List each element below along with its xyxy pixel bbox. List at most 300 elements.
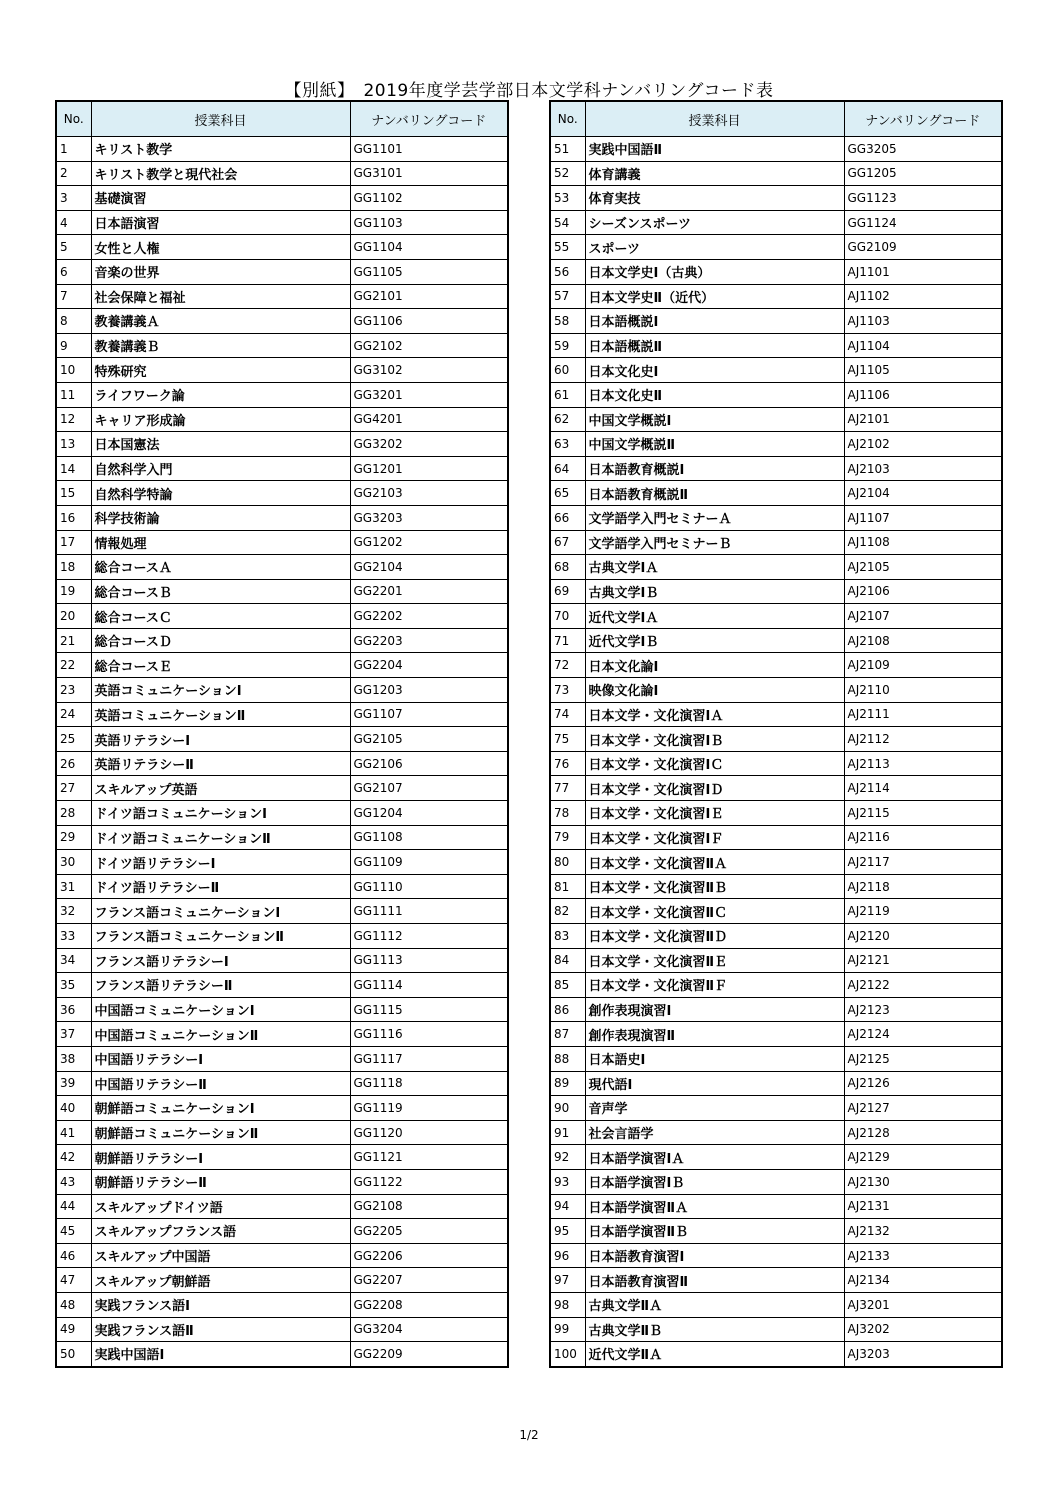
numbering-code: AJ1102 (844, 284, 1002, 309)
numbering-code: GG1120 (350, 1120, 508, 1145)
table-row (56, 1292, 508, 1317)
course-subject: フランス語コミュニケーションⅡ (91, 924, 350, 949)
row-number: 75 (550, 727, 585, 752)
table-row (550, 382, 1002, 407)
table-row (550, 481, 1002, 506)
course-subject: スポーツ (585, 235, 844, 260)
course-subject: 英語コミュニケーションⅠ (91, 678, 350, 703)
course-subject: スキルアップ中国語 (91, 1243, 350, 1268)
course-subject: 近代文学ⅠＡ (585, 604, 844, 629)
table-row (56, 1046, 508, 1071)
row-number: 67 (550, 530, 585, 555)
numbering-code: GG1111 (350, 899, 508, 924)
numbering-code: GG2103 (350, 481, 508, 506)
row-number: 36 (56, 997, 91, 1022)
table-row (550, 210, 1002, 235)
row-number: 12 (56, 407, 91, 432)
row-number: 39 (56, 1071, 91, 1096)
numbering-code: AJ2111 (844, 702, 1002, 727)
row-number: 56 (550, 259, 585, 284)
row-number: 86 (550, 997, 585, 1022)
course-subject: 日本語学演習ⅠＢ (585, 1169, 844, 1194)
row-number: 18 (56, 555, 91, 580)
course-subject: 日本文学史Ⅰ（古典） (585, 259, 844, 284)
numbering-code: AJ2122 (844, 973, 1002, 998)
table-row (56, 1096, 508, 1121)
table-row (550, 1169, 1002, 1194)
table-row (56, 924, 508, 949)
numbering-code: GG1101 (350, 137, 508, 162)
course-subject: 日本語教育概説Ⅰ (585, 456, 844, 481)
page-title: 【別紙】 2019年度学芸学部日本文学科ナンバリングコード表 (284, 81, 774, 101)
table-row (56, 210, 508, 235)
course-subject: ドイツ語コミュニケーションⅠ (91, 801, 350, 826)
numbering-code: AJ2110 (844, 678, 1002, 703)
table-row (56, 161, 508, 186)
numbering-code: GG1201 (350, 456, 508, 481)
row-number: 5 (56, 235, 91, 260)
course-subject: 日本語概説Ⅱ (585, 333, 844, 358)
row-number: 49 (56, 1317, 91, 1342)
numbering-code: GG2209 (350, 1342, 508, 1367)
column-header-code: ナンバリングコード (844, 101, 1002, 137)
numbering-code: GG1107 (350, 702, 508, 727)
numbering-code: AJ2132 (844, 1219, 1002, 1244)
numbering-code: GG1110 (350, 874, 508, 899)
numbering-code: AJ2129 (844, 1145, 1002, 1170)
course-subject: 日本文学・文化演習ⅠＥ (585, 801, 844, 826)
numbering-code: AJ2108 (844, 628, 1002, 653)
table-row (56, 481, 508, 506)
row-number: 3 (56, 186, 91, 211)
course-subject: 朝鮮語コミュニケーションⅠ (91, 1096, 350, 1121)
table-row (550, 1268, 1002, 1293)
row-number: 59 (550, 333, 585, 358)
table-row (550, 309, 1002, 334)
table-row (550, 530, 1002, 555)
course-subject: ライフワーク論 (91, 382, 350, 407)
table-row (550, 702, 1002, 727)
numbering-code: GG1122 (350, 1169, 508, 1194)
table-row (550, 924, 1002, 949)
course-subject: 文学語学入門セミナーＡ (585, 505, 844, 530)
table-row (550, 1071, 1002, 1096)
row-number: 95 (550, 1219, 585, 1244)
table-row (550, 874, 1002, 899)
numbering-code: AJ1108 (844, 530, 1002, 555)
row-number: 57 (550, 284, 585, 309)
table-row (550, 899, 1002, 924)
table-row (550, 1342, 1002, 1367)
table-row (56, 1194, 508, 1219)
table-row (550, 1194, 1002, 1219)
numbering-code: GG1118 (350, 1071, 508, 1096)
course-subject: 文学語学入門セミナーＢ (585, 530, 844, 555)
row-number: 79 (550, 825, 585, 850)
row-number: 53 (550, 186, 585, 211)
numbering-code: AJ2127 (844, 1096, 1002, 1121)
numbering-code: GG2109 (844, 235, 1002, 260)
course-subject: フランス語リテラシーⅠ (91, 948, 350, 973)
row-number: 6 (56, 259, 91, 284)
course-subject: 実践フランス語Ⅰ (91, 1292, 350, 1317)
numbering-code: GG1116 (350, 1022, 508, 1047)
table-row (550, 1145, 1002, 1170)
row-number: 76 (550, 751, 585, 776)
course-subject: 古典文学ⅡＡ (585, 1292, 844, 1317)
numbering-code: AJ1101 (844, 259, 1002, 284)
row-number: 70 (550, 604, 585, 629)
table-row (56, 973, 508, 998)
numbering-code: AJ2103 (844, 456, 1002, 481)
numbering-code: GG3101 (350, 161, 508, 186)
numbering-code: GG2201 (350, 579, 508, 604)
row-number: 42 (56, 1145, 91, 1170)
numbering-code: AJ2118 (844, 874, 1002, 899)
numbering-code: GG3204 (350, 1317, 508, 1342)
course-subject: 日本文学史Ⅱ（近代） (585, 284, 844, 309)
course-subject: 総合コースＣ (91, 604, 350, 629)
course-subject: 古典文学ⅠＡ (585, 555, 844, 580)
course-subject: 中国語リテラシーⅠ (91, 1046, 350, 1071)
course-subject: 日本語教育演習Ⅰ (585, 1243, 844, 1268)
column-header-code: ナンバリングコード (350, 101, 508, 137)
course-subject: 日本文化史Ⅱ (585, 382, 844, 407)
course-subject: 創作表現演習Ⅱ (585, 1022, 844, 1047)
table-row (550, 1120, 1002, 1145)
row-number: 40 (56, 1096, 91, 1121)
table-row (550, 259, 1002, 284)
table-row (550, 1046, 1002, 1071)
table-row (550, 776, 1002, 801)
table-row (550, 1219, 1002, 1244)
course-subject: 英語リテラシーⅡ (91, 751, 350, 776)
numbering-code: GG1112 (350, 924, 508, 949)
row-number: 23 (56, 678, 91, 703)
table-row (56, 825, 508, 850)
course-subject: 情報処理 (91, 530, 350, 555)
row-number: 26 (56, 751, 91, 776)
table-row (550, 653, 1002, 678)
table-row (56, 874, 508, 899)
row-number: 33 (56, 924, 91, 949)
table-row (56, 1342, 508, 1367)
course-subject: スキルアップ英語 (91, 776, 350, 801)
numbering-code: GG2107 (350, 776, 508, 801)
table-row (56, 1169, 508, 1194)
row-number: 45 (56, 1219, 91, 1244)
numbering-code: GG1204 (350, 801, 508, 826)
numbering-code: AJ2119 (844, 899, 1002, 924)
column-header-no: No. (56, 101, 91, 137)
table-row (56, 1219, 508, 1244)
course-subject: 総合コースＥ (91, 653, 350, 678)
table-row (56, 850, 508, 875)
numbering-code: GG3203 (350, 505, 508, 530)
course-subject: 自然科学特論 (91, 481, 350, 506)
table-row (56, 186, 508, 211)
row-number: 28 (56, 801, 91, 826)
row-number: 89 (550, 1071, 585, 1096)
row-number: 37 (56, 1022, 91, 1047)
row-number: 16 (56, 505, 91, 530)
course-subject: 日本文学・文化演習ⅡＤ (585, 924, 844, 949)
numbering-code: GG1117 (350, 1046, 508, 1071)
course-subject: 教養講義Ｂ (91, 333, 350, 358)
table-row (56, 997, 508, 1022)
numbering-code: AJ1107 (844, 505, 1002, 530)
row-number: 100 (550, 1342, 585, 1367)
table-row (56, 899, 508, 924)
numbering-code: AJ2117 (844, 850, 1002, 875)
course-subject: 日本語概説Ⅰ (585, 309, 844, 334)
numbering-code: AJ3201 (844, 1292, 1002, 1317)
numbering-code: GG2207 (350, 1268, 508, 1293)
numbering-code: AJ1103 (844, 309, 1002, 334)
numbering-code: GG2108 (350, 1194, 508, 1219)
row-number: 74 (550, 702, 585, 727)
table-row (550, 161, 1002, 186)
course-subject: スキルアップフランス語 (91, 1219, 350, 1244)
row-number: 11 (56, 382, 91, 407)
row-number: 15 (56, 481, 91, 506)
table-row (56, 1243, 508, 1268)
row-number: 88 (550, 1046, 585, 1071)
row-number: 17 (56, 530, 91, 555)
numbering-code: AJ2134 (844, 1268, 1002, 1293)
numbering-code: GG1113 (350, 948, 508, 973)
course-subject: 日本文学・文化演習ⅠＡ (585, 702, 844, 727)
course-subject: 実践フランス語Ⅱ (91, 1317, 350, 1342)
course-subject: 日本語史Ⅰ (585, 1046, 844, 1071)
course-subject: 教養講義Ａ (91, 309, 350, 334)
table-row (56, 456, 508, 481)
numbering-code: AJ1106 (844, 382, 1002, 407)
course-subject: 古典文学ⅡＢ (585, 1317, 844, 1342)
numbering-code: AJ2123 (844, 997, 1002, 1022)
numbering-table-right (549, 100, 1003, 1368)
row-number: 43 (56, 1169, 91, 1194)
course-subject: 体育講義 (585, 161, 844, 186)
numbering-code: AJ3202 (844, 1317, 1002, 1342)
table-row (56, 382, 508, 407)
course-subject: 科学技術論 (91, 505, 350, 530)
numbering-code: GG2104 (350, 555, 508, 580)
table-row (550, 678, 1002, 703)
table-row (56, 751, 508, 776)
table-row (550, 432, 1002, 457)
row-number: 7 (56, 284, 91, 309)
row-number: 51 (550, 137, 585, 162)
course-subject: 中国文学概説Ⅰ (585, 407, 844, 432)
numbering-code: AJ2124 (844, 1022, 1002, 1047)
numbering-code: AJ2126 (844, 1071, 1002, 1096)
numbering-code: GG2205 (350, 1219, 508, 1244)
table-body-left (56, 137, 508, 1367)
numbering-code: GG4201 (350, 407, 508, 432)
numbering-code: GG1103 (350, 210, 508, 235)
numbering-code: AJ2101 (844, 407, 1002, 432)
table-row (56, 1120, 508, 1145)
table-row (56, 948, 508, 973)
table-row (56, 727, 508, 752)
course-subject: 日本文化論Ⅰ (585, 653, 844, 678)
numbering-code: GG1102 (350, 186, 508, 211)
numbering-code: GG1205 (844, 161, 1002, 186)
numbering-code: AJ3203 (844, 1342, 1002, 1367)
course-subject: ドイツ語リテラシーⅡ (91, 874, 350, 899)
course-subject: 日本文学・文化演習ⅠＢ (585, 727, 844, 752)
table-row (56, 801, 508, 826)
course-subject: 日本国憲法 (91, 432, 350, 457)
table-row (56, 628, 508, 653)
row-number: 87 (550, 1022, 585, 1047)
row-number: 73 (550, 678, 585, 703)
course-subject: 体育実技 (585, 186, 844, 211)
course-subject: 実践中国語Ⅰ (91, 1342, 350, 1367)
course-subject: 女性と人権 (91, 235, 350, 260)
course-subject: 日本語学演習ⅡＢ (585, 1219, 844, 1244)
table-row (550, 235, 1002, 260)
course-subject: 英語コミュニケーションⅡ (91, 702, 350, 727)
row-number: 63 (550, 432, 585, 457)
table-row (56, 702, 508, 727)
row-number: 29 (56, 825, 91, 850)
row-number: 66 (550, 505, 585, 530)
course-subject: 総合コースＤ (91, 628, 350, 653)
numbering-code: GG2203 (350, 628, 508, 653)
table-body-right (550, 137, 1002, 1367)
table-row (56, 678, 508, 703)
numbering-code: GG1123 (844, 186, 1002, 211)
row-number: 48 (56, 1292, 91, 1317)
course-subject: 日本文学・文化演習ⅡＡ (585, 850, 844, 875)
table-row (56, 1268, 508, 1293)
numbering-code: AJ2109 (844, 653, 1002, 678)
row-number: 80 (550, 850, 585, 875)
course-subject: 創作表現演習Ⅰ (585, 997, 844, 1022)
course-subject: 英語リテラシーⅠ (91, 727, 350, 752)
table-row (56, 333, 508, 358)
numbering-code: AJ2130 (844, 1169, 1002, 1194)
course-subject: スキルアップドイツ語 (91, 1194, 350, 1219)
course-subject: フランス語コミュニケーションⅠ (91, 899, 350, 924)
numbering-code: GG1106 (350, 309, 508, 334)
table-row (550, 1022, 1002, 1047)
course-subject: 実践中国語Ⅱ (585, 137, 844, 162)
table-row (550, 579, 1002, 604)
row-number: 62 (550, 407, 585, 432)
column-header-no: No. (550, 101, 585, 137)
course-subject: 日本語演習 (91, 210, 350, 235)
course-subject: 近代文学ⅡＡ (585, 1342, 844, 1367)
table-row (550, 284, 1002, 309)
course-subject: 中国語コミュニケーションⅠ (91, 997, 350, 1022)
table-row (56, 1071, 508, 1096)
row-number: 32 (56, 899, 91, 924)
table-row (56, 137, 508, 162)
column-header-subject: 授業科目 (585, 101, 844, 137)
row-number: 13 (56, 432, 91, 457)
table-row (56, 776, 508, 801)
course-subject: 音楽の世界 (91, 259, 350, 284)
table-row (550, 727, 1002, 752)
numbering-code: AJ2113 (844, 751, 1002, 776)
row-number: 41 (56, 1120, 91, 1145)
row-number: 38 (56, 1046, 91, 1071)
table-row (550, 751, 1002, 776)
table-row (550, 456, 1002, 481)
course-subject: 日本語教育演習Ⅱ (585, 1268, 844, 1293)
course-subject: 自然科学入門 (91, 456, 350, 481)
row-number: 25 (56, 727, 91, 752)
row-number: 98 (550, 1292, 585, 1317)
numbering-code: AJ1105 (844, 358, 1002, 383)
table-row (56, 505, 508, 530)
course-subject: キリスト教学 (91, 137, 350, 162)
course-subject: ドイツ語コミュニケーションⅡ (91, 825, 350, 850)
row-number: 97 (550, 1268, 585, 1293)
course-subject: 中国語コミュニケーションⅡ (91, 1022, 350, 1047)
table-row (56, 259, 508, 284)
numbering-code: AJ2107 (844, 604, 1002, 629)
course-subject: 日本文学・文化演習ⅡＢ (585, 874, 844, 899)
row-number: 94 (550, 1194, 585, 1219)
numbering-code: GG3201 (350, 382, 508, 407)
numbering-code: GG1114 (350, 973, 508, 998)
course-subject: 古典文学ⅠＢ (585, 579, 844, 604)
table-row (550, 1243, 1002, 1268)
course-subject: 日本文学・文化演習ⅡＦ (585, 973, 844, 998)
row-number: 99 (550, 1317, 585, 1342)
page-number: 1/2 (519, 1428, 539, 1442)
table-row (56, 284, 508, 309)
course-subject: シーズンスポーツ (585, 210, 844, 235)
row-number: 9 (56, 333, 91, 358)
row-number: 1 (56, 137, 91, 162)
course-subject: スキルアップ朝鮮語 (91, 1268, 350, 1293)
course-subject: ドイツ語リテラシーⅠ (91, 850, 350, 875)
row-number: 52 (550, 161, 585, 186)
course-subject: 中国語リテラシーⅡ (91, 1071, 350, 1096)
numbering-code: GG1203 (350, 678, 508, 703)
course-subject: 基礎演習 (91, 186, 350, 211)
table-row (56, 407, 508, 432)
table-row (56, 1317, 508, 1342)
row-number: 93 (550, 1169, 585, 1194)
numbering-code: AJ2112 (844, 727, 1002, 752)
numbering-table-left (55, 100, 509, 1368)
row-number: 71 (550, 628, 585, 653)
table-row (56, 604, 508, 629)
row-number: 22 (56, 653, 91, 678)
numbering-code: GG1109 (350, 850, 508, 875)
row-number: 78 (550, 801, 585, 826)
row-number: 14 (56, 456, 91, 481)
table-row (550, 333, 1002, 358)
column-header-subject: 授業科目 (91, 101, 350, 137)
table-row (550, 137, 1002, 162)
numbering-code: AJ2121 (844, 948, 1002, 973)
row-number: 34 (56, 948, 91, 973)
course-subject: 日本文学・文化演習ⅡＣ (585, 899, 844, 924)
row-number: 8 (56, 309, 91, 334)
row-number: 2 (56, 161, 91, 186)
row-number: 50 (56, 1342, 91, 1367)
row-number: 46 (56, 1243, 91, 1268)
course-subject: 日本文化史Ⅰ (585, 358, 844, 383)
numbering-code: GG2206 (350, 1243, 508, 1268)
